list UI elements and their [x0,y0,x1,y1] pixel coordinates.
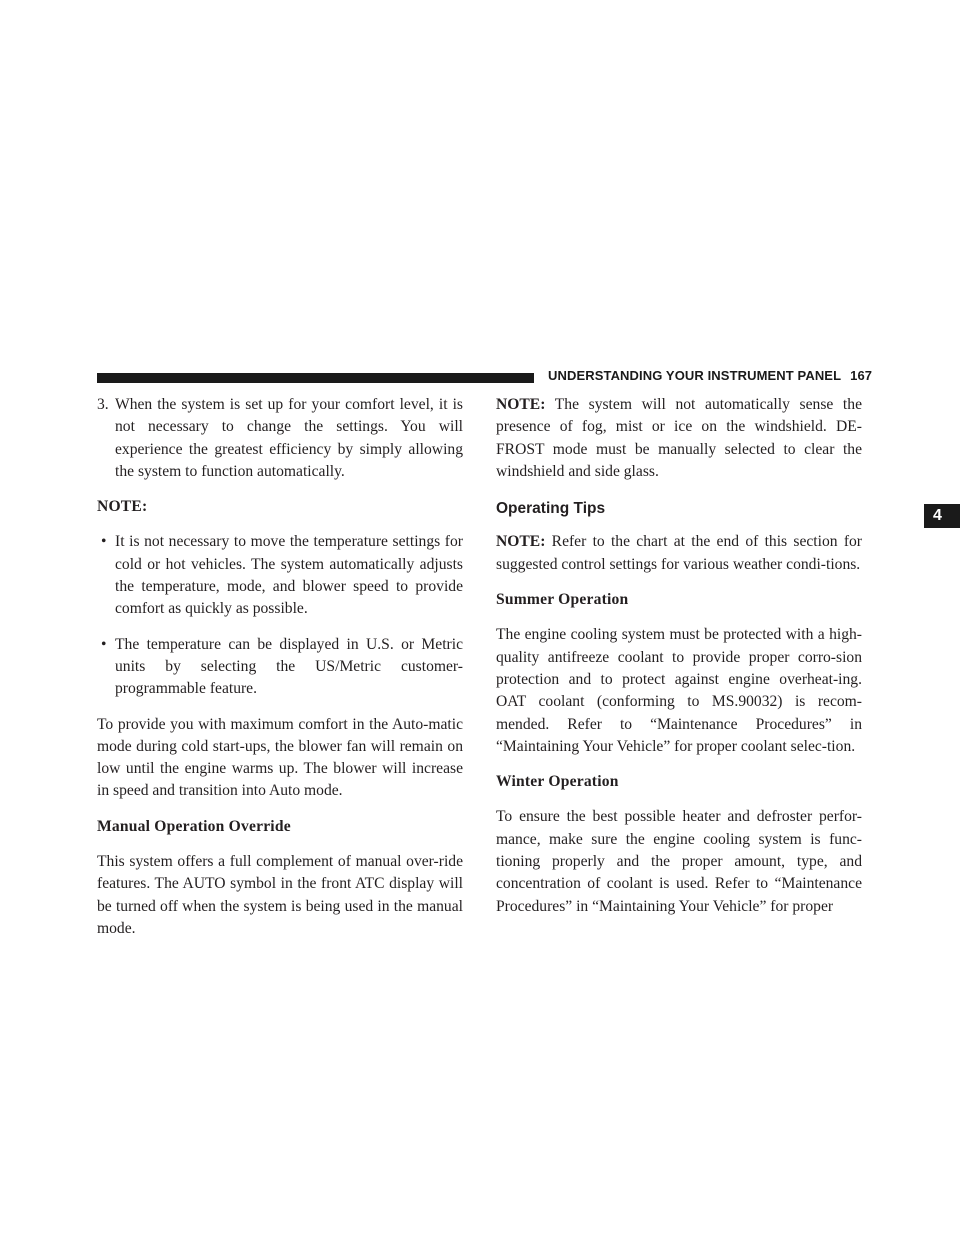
chapter-tab: 4 [924,504,960,528]
note-label: NOTE: [496,396,546,413]
note-paragraph [496,394,862,483]
bullet-icon: • [101,533,107,551]
bullet-item [97,634,463,701]
bullet-text: The temperature can be displayed in U.S. or Metric units by selecting the US/Metric customer-programmable feature. [115,635,463,698]
winter-operation-heading: Winter Operation [496,773,619,791]
step-text: When the system is set up for your comfort level, it is not necessary to change the settings. You will experience the greatest efficiency by simply allowing the system to function automatically. [115,396,463,480]
note-text: Refer to the chart at the end of this section for suggested control settings for various weather condi-tions. [496,533,863,573]
note-text: The system will not automatically sense the presence of fog, mist or ice on the windshield. DE-FROST mode must be manually selected to clear the windshield and side glass. [496,396,862,480]
numbered-step [97,394,463,483]
left-column [97,394,463,953]
section-title: UNDERSTANDING YOUR INSTRUMENT PANEL [548,368,842,383]
right-column [496,394,862,931]
auto-mode-paragraph: To provide you with maximum comfort in the Auto-matic mode during cold start-ups, the blower fan will remain on low until the engine warms up. The blower will increase in speed and transition into Auto mode. [97,715,463,800]
summer-operation-paragraph: The engine cooling system must be protected with a high-quality antifreeze coolant to provide proper corro-sion protection and to protect against engine overheat-ing. OAT coolant (conforming to MS.90032) is recom-mended. Refer to “Maintenance Procedures” in “Maintaining Your Vehicle” for proper coolant selec-tion. [496,626,862,755]
note-label: NOTE: [496,533,546,551]
manual-override-paragraph: This system offers a full complement of manual over-ride features. The AUTO symbol in the front ATC display will be turned off when the system is being used in the manual mode. [97,853,463,937]
bullet-text: It is not necessary to move the temperature settings for cold or hot vehicles. The system automatically adjusts the temperature, mode, and blower speed to provide comfort as quickly as possible. [115,533,463,618]
note-heading: NOTE: [97,498,148,516]
bullet-item [97,531,463,620]
step-number: 3. [97,396,109,413]
bullet-icon: • [101,635,107,653]
operating-tips-heading: Operating Tips [496,500,606,518]
page-number: 167 [850,368,873,383]
summer-operation-heading: Summer Operation [496,591,629,609]
running-header [548,368,872,383]
winter-operation-paragraph: To ensure the best possible heater and defroster perfor-mance, make sure the engine cooling system is func-tioning properly and the proper amount, type, and concentration of coolant is used. Refer to “Maintenance Procedures” in “Maintaining Your Vehicle” for proper [496,808,862,915]
manual-override-heading: Manual Operation Override [97,817,291,835]
header-rule [97,373,534,383]
note-paragraph [496,531,862,576]
